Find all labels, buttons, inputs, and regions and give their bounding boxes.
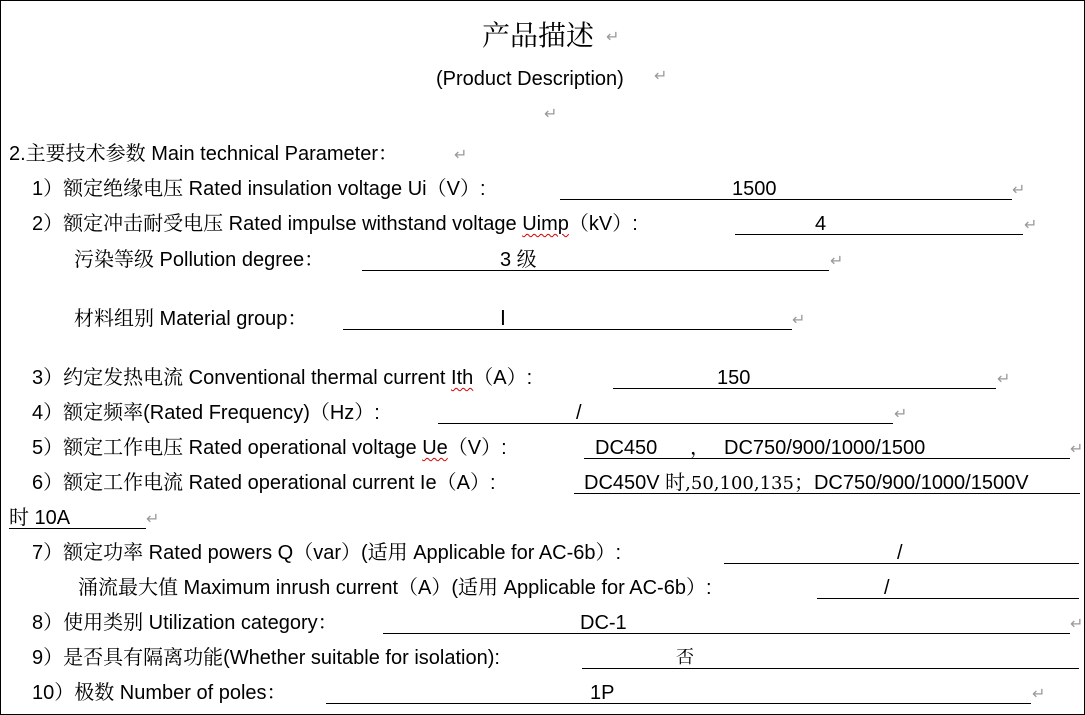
- rated-operational-voltage-separator: ，: [690, 437, 710, 459]
- document-title: 产品描述: [482, 20, 595, 51]
- section-heading: 2.主要技术参数 Main technical Parameter：: [9, 143, 399, 165]
- max-inrush-current-underline: [817, 598, 1079, 599]
- rated-insulation-voltage-underline: [560, 199, 1012, 200]
- document-subtitle: (Product Description): [436, 68, 624, 90]
- number-of-poles-underline: [326, 703, 1031, 704]
- material-group-value: Ⅰ: [500, 308, 506, 330]
- material-group-underline: [343, 329, 792, 330]
- number-of-poles-value: 1P: [590, 682, 615, 704]
- paragraph-mark: ↵: [1032, 684, 1046, 703]
- paragraph-mark: ↵: [454, 145, 468, 164]
- paragraph-mark: ↵: [997, 369, 1011, 388]
- pollution-degree-underline: [362, 270, 829, 271]
- pollution-degree-label: 污染等级 Pollution degree：: [74, 249, 325, 271]
- paragraph-mark: ↵: [654, 66, 668, 85]
- rated-powers-label: 7）额定功率 Rated powers Q（var）(适用 Applicable for AC-6b）:: [32, 542, 622, 564]
- pollution-degree-value: 3 级: [500, 249, 537, 271]
- material-group-label: 材料组别 Material group：: [74, 308, 308, 330]
- conventional-thermal-current-value: 150: [717, 367, 751, 389]
- rated-operational-voltage-label: 5）额定工作电压 Rated operational voltage Ue（V）:: [32, 437, 507, 459]
- isolation-underline: [582, 668, 1079, 669]
- paragraph-mark: ↵: [1070, 439, 1084, 458]
- paragraph-mark: ↵: [544, 104, 558, 123]
- rated-operational-current-label: 6）额定工作电流 Rated operational current Ie（A）:: [32, 472, 496, 494]
- max-inrush-current-value: /: [884, 577, 890, 599]
- rated-operational-voltage-value-b: DC750/900/1000/1500: [724, 437, 926, 459]
- paragraph-mark: ↵: [1024, 215, 1038, 234]
- paragraph-mark: ↵: [792, 310, 806, 329]
- rated-impulse-voltage-underline: [735, 234, 1023, 235]
- utilization-category-underline: [383, 633, 1070, 634]
- isolation-value: 否: [676, 647, 694, 668]
- utilization-category-label: 8）使用类别 Utilization category：: [32, 612, 338, 634]
- paragraph-mark: ↵: [830, 251, 844, 270]
- paragraph-mark: ↵: [606, 27, 620, 46]
- rated-frequency-label: 4）额定频率(Rated Frequency)（Hz）:: [32, 402, 380, 424]
- rated-operational-current-value-continued: 时 10A: [9, 507, 71, 529]
- paragraph-mark: ↵: [146, 509, 160, 528]
- rated-operational-current-value: DC450V 时,50,100,135；DC750/900/1000/1500V: [584, 472, 1029, 494]
- rated-insulation-voltage-value: 1500: [732, 178, 777, 200]
- paragraph-mark: ↵: [894, 404, 908, 423]
- paragraph-mark: ↵: [1012, 180, 1026, 199]
- conventional-thermal-current-label: 3）约定发热电流 Conventional thermal current Ith（A）:: [32, 367, 533, 389]
- conventional-thermal-current-underline: [613, 388, 996, 389]
- utilization-category-value: DC-1: [580, 612, 627, 634]
- number-of-poles-label: 10）极数 Number of poles：: [32, 682, 287, 704]
- rated-powers-value: /: [897, 542, 903, 564]
- isolation-label: 9）是否具有隔离功能(Whether suitable for isolation):: [32, 647, 500, 669]
- rated-insulation-voltage-label: 1）额定绝缘电压 Rated insulation voltage Ui（V）:: [32, 178, 486, 200]
- rated-impulse-voltage-value: 4: [815, 213, 827, 235]
- rated-impulse-voltage-label: 2）额定冲击耐受电压 Rated impulse withstand voltage Uimp（kV）:: [32, 213, 638, 235]
- max-inrush-current-label: 涌流最大值 Maximum inrush current（A）(适用 Applicable for AC-6b）:: [78, 577, 712, 599]
- rated-operational-voltage-value-a: DC450: [595, 437, 658, 459]
- rated-frequency-value: /: [576, 402, 582, 424]
- rated-operational-current-underline-continued: [9, 528, 146, 529]
- rated-frequency-underline: [438, 423, 893, 424]
- paragraph-mark: ↵: [1070, 614, 1084, 633]
